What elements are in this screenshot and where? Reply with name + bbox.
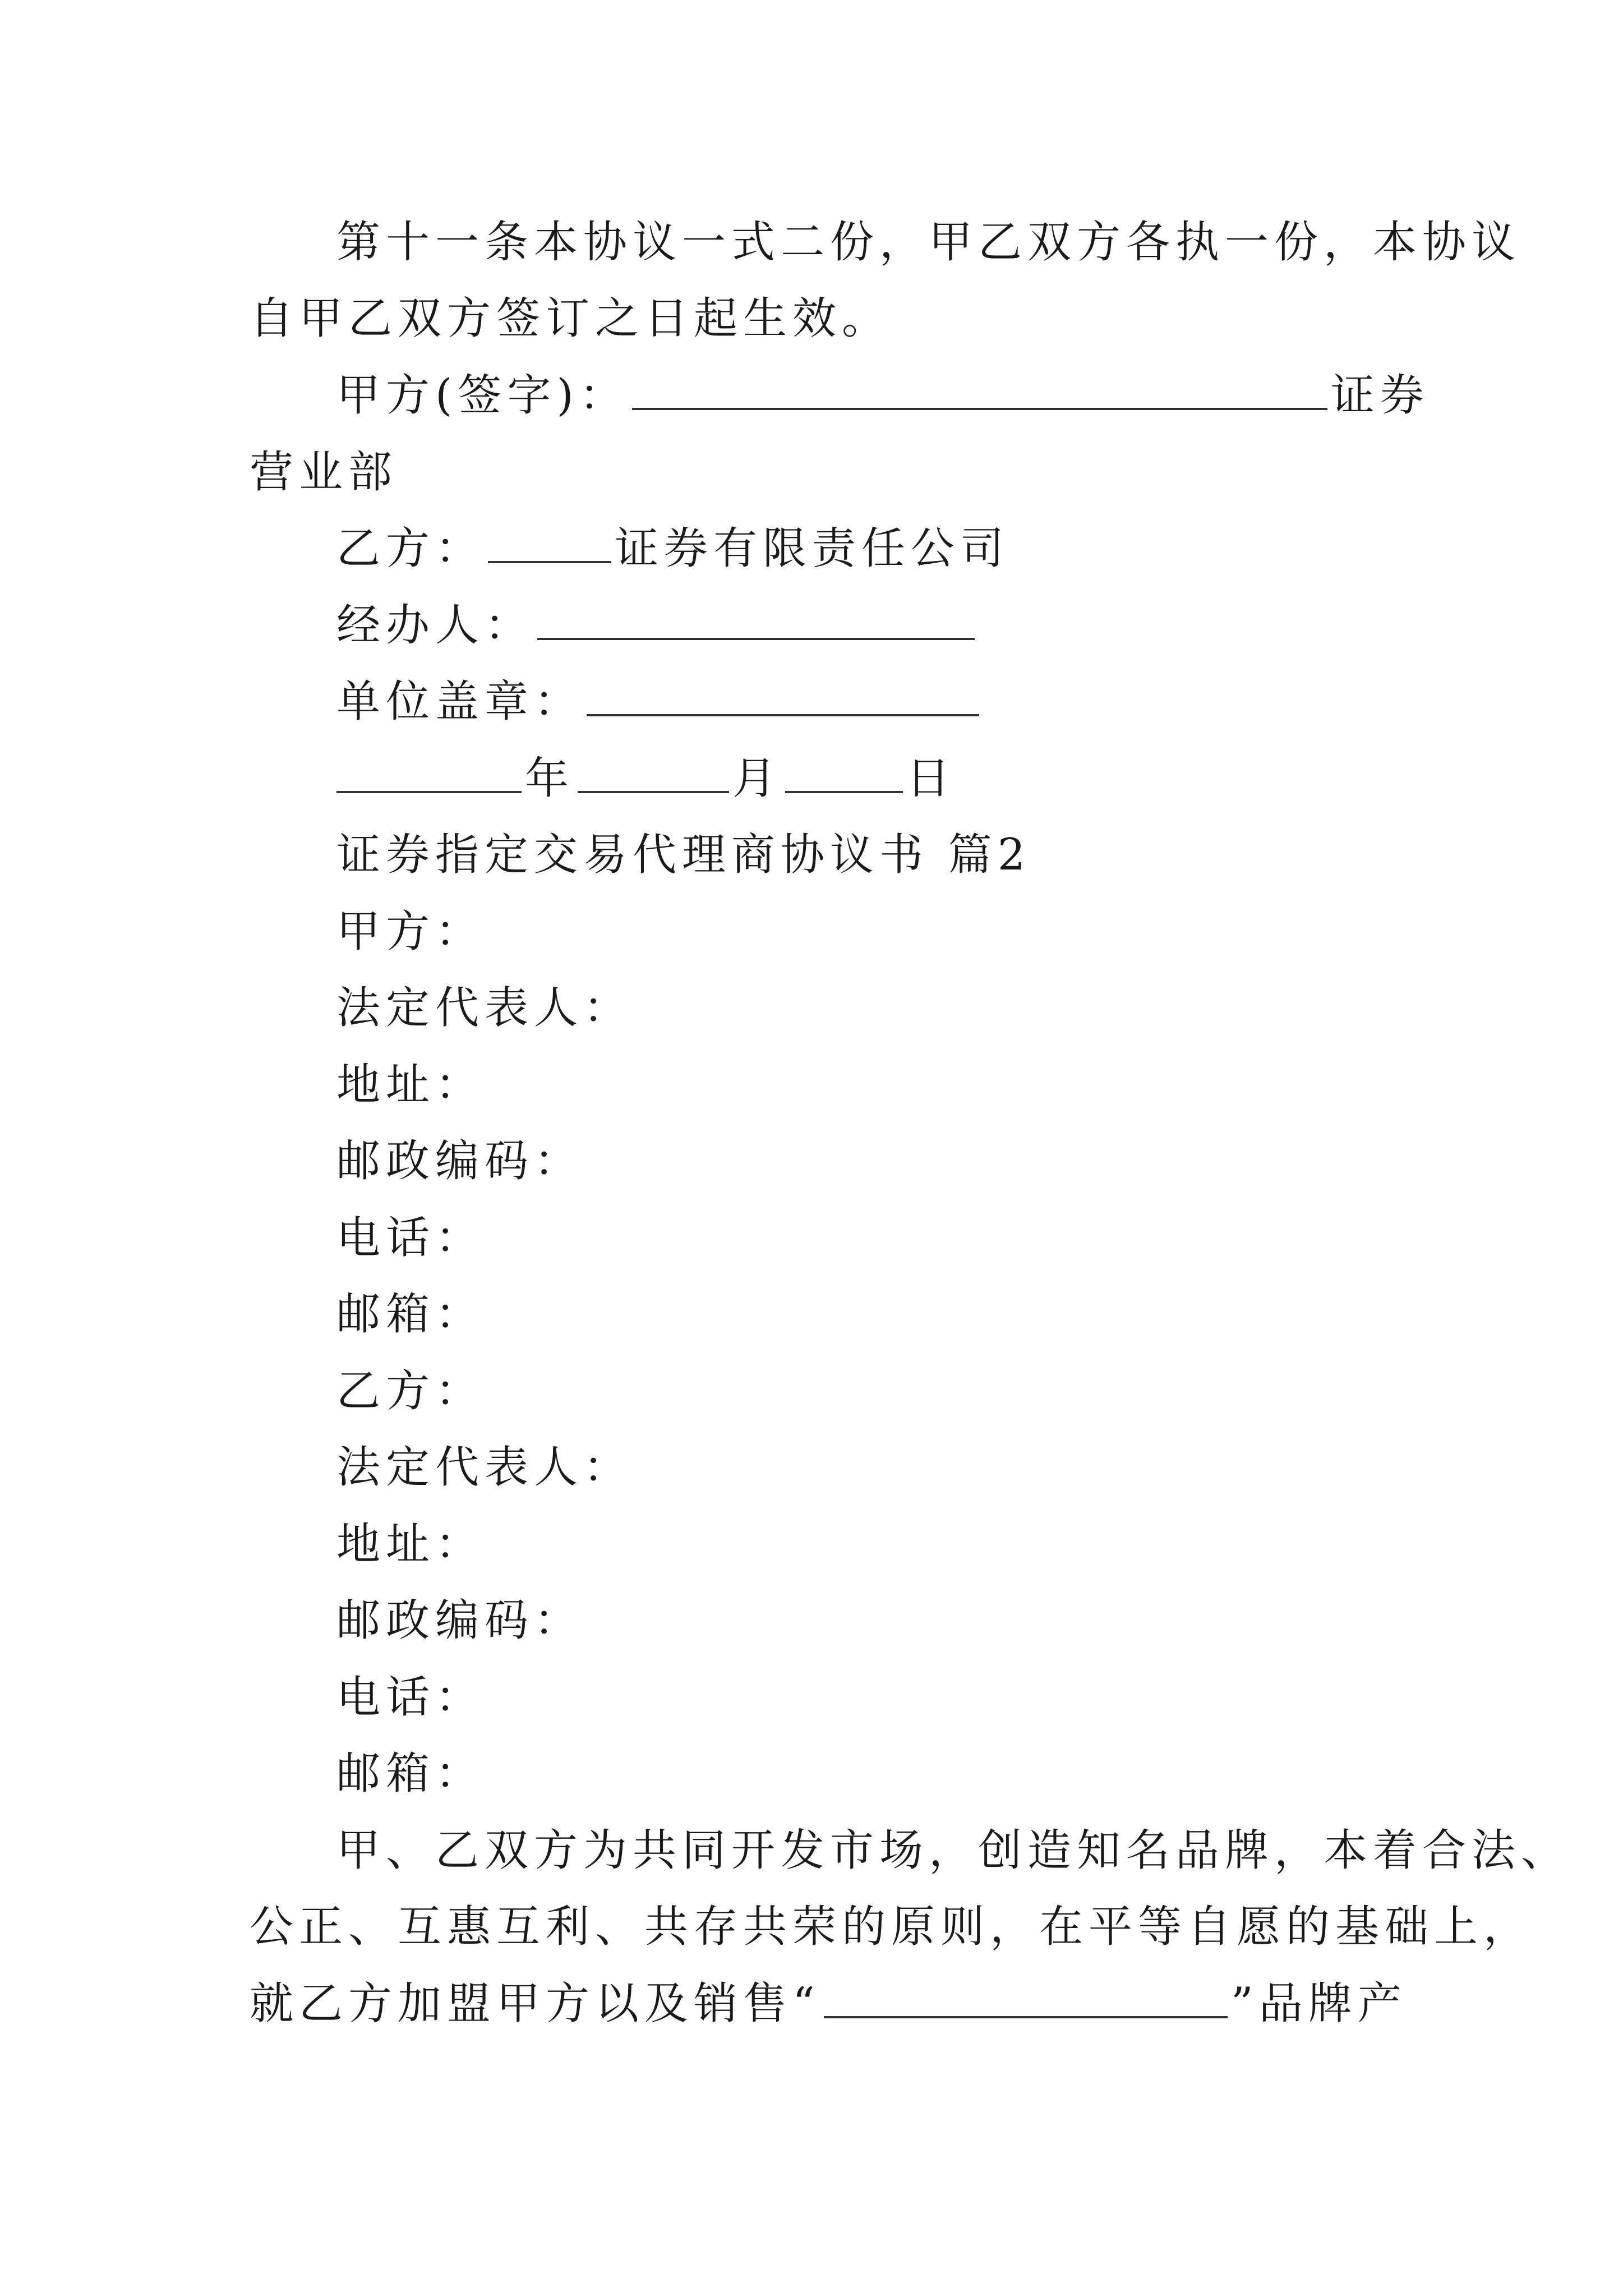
party-b-section-label: 乙方：	[336, 1366, 485, 1416]
intro-line-3	[250, 1976, 1407, 2032]
intro-line-1	[336, 1823, 1570, 1879]
brand-name-blank	[824, 1982, 1228, 2018]
article-11-line-1	[336, 214, 1521, 270]
month-blank	[578, 757, 729, 793]
party-a-signature-suffix: 证券	[1330, 370, 1430, 421]
party-b-phone-line	[336, 1669, 485, 1726]
section-title	[336, 827, 1031, 883]
article-11-text-1: 第十一条本协议一式二份，甲乙双方各执一份，本协议	[336, 217, 1521, 268]
section-title-text: 证券指定交易代理商协议书 篇2	[336, 830, 1031, 880]
intro-text-3-prefix: 就乙方加盟甲方以及销售“	[250, 1978, 820, 2029]
party-b-company-blank	[488, 527, 611, 563]
intro-text-3-suffix: ”品牌产	[1230, 1978, 1407, 2029]
party-a-postcode-label: 邮政编码：	[336, 1136, 584, 1186]
handler-line	[336, 597, 978, 654]
party-a-postcode-line	[336, 1133, 583, 1189]
intro-text-2: 公正、互惠互利、共存共荣的原则，在平等自愿的基础上，	[250, 1902, 1533, 1952]
party-a-signature-cont-text: 营业部	[250, 447, 398, 498]
party-a-phone-label: 电话：	[336, 1213, 485, 1263]
party-a-email-label: 邮箱：	[336, 1289, 485, 1340]
seal-label: 单位盖章：	[336, 677, 584, 727]
article-11-line-2	[250, 291, 891, 347]
date-line	[336, 751, 956, 807]
year-blank	[336, 757, 522, 793]
party-a-rep-line	[336, 980, 633, 1036]
party-a-signature-cont	[250, 444, 398, 500]
handler-blank	[537, 604, 975, 640]
party-b-label: 乙方：	[336, 523, 485, 574]
party-a-label: 甲方：	[336, 907, 485, 957]
party-a-signature-line	[336, 367, 1430, 424]
intro-line-2	[250, 1899, 1533, 1955]
party-b-rep-label: 法定代表人：	[336, 1442, 633, 1493]
party-b-address-label: 地址：	[336, 1519, 485, 1570]
party-b-email-line	[336, 1746, 485, 1802]
party-b-rep-line	[336, 1439, 633, 1496]
party-b-postcode-label: 邮政编码：	[336, 1595, 584, 1646]
party-a-signature-blank	[632, 374, 1327, 410]
seal-blank	[587, 680, 979, 716]
party-b-label-line	[336, 1363, 485, 1419]
party-a-address-label: 地址：	[336, 1060, 485, 1110]
party-b-company-suffix: 证券有限责任公司	[615, 523, 1010, 574]
day-blank	[785, 757, 903, 793]
article-11-text-2: 自甲乙双方签订之日起生效。	[250, 293, 892, 344]
party-b-address-line	[336, 1516, 485, 1572]
party-a-address-line	[336, 1057, 485, 1113]
year-label: 年	[525, 753, 575, 804]
seal-line	[336, 674, 983, 730]
intro-text-1: 甲、乙双方为共同开发市场，创造知名品牌，本着合法、	[336, 1825, 1571, 1876]
party-b-postcode-line	[336, 1593, 583, 1649]
party-a-phone-line	[336, 1210, 485, 1266]
party-b-email-label: 邮箱：	[336, 1749, 485, 1799]
party-a-signature-label: 甲方(签字)：	[336, 370, 629, 421]
day-label: 日	[906, 753, 956, 804]
month-label: 月	[732, 753, 782, 804]
party-a-rep-label: 法定代表人：	[336, 983, 633, 1033]
handler-label: 经办人：	[336, 600, 534, 651]
party-b-company-line	[336, 521, 1009, 577]
party-a-email-line	[336, 1286, 485, 1342]
party-b-phone-label: 电话：	[336, 1672, 485, 1723]
party-a-label-line	[336, 904, 485, 960]
